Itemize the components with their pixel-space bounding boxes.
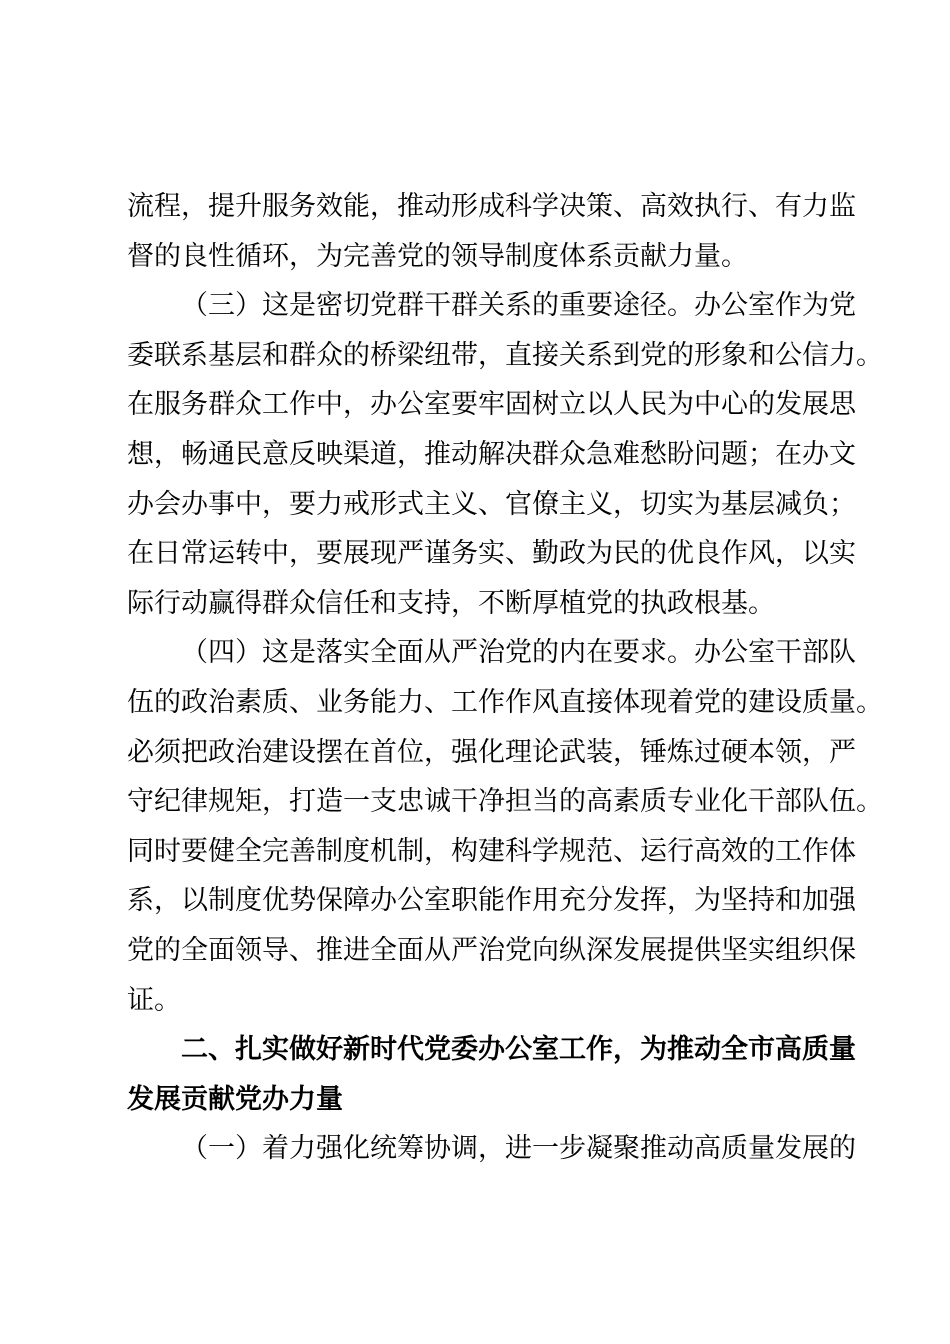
paragraph-section-4	[127, 628, 883, 1025]
text-line: 必须把政治建设摆在首位，强化理论武装，锤炼过硬本领，严	[127, 736, 856, 768]
text-line: 二、扎实做好新时代党委办公室工作，为推动全市高质量	[181, 1034, 856, 1066]
paragraph-subsection-1	[127, 1124, 856, 1174]
text-line: 在服务群众工作中，办公室要牢固树立以人民为中心的发展思	[127, 389, 856, 421]
text-line: 守纪律规矩，打造一支忠诚干净担当的高素质专业化干部队伍。	[127, 786, 883, 818]
text-line: 在日常运转中，要展现严谨务实、勤政为民的优良作风，以实	[127, 538, 856, 570]
text-line: （三）这是密切党群干群关系的重要途径。办公室作为党	[181, 290, 856, 322]
text-line: 办会办事中，要力戒形式主义、官僚主义，切实为基层减负；	[127, 488, 856, 520]
text-line: 伍的政治素质、业务能力、工作作风直接体现着党的建设质量。	[127, 686, 883, 718]
text-line: 党的全面领导、推进全面从严治党向纵深发展提供坚实组织保	[127, 934, 856, 966]
paragraph-continuation	[127, 182, 856, 281]
text-line: （一）着力强化统筹协调，进一步凝聚推动高质量发展的	[181, 1133, 856, 1165]
text-line: 系，以制度优势保障办公室职能作用充分发挥，为坚持和加强	[127, 885, 856, 917]
text-line: 委联系基层和群众的桥梁纽带，直接关系到党的形象和公信力。	[127, 339, 883, 371]
text-line: 想，畅通民意反映渠道，推动解决群众急难愁盼问题；在办文	[127, 438, 856, 470]
paragraph-section-3	[127, 281, 883, 628]
text-line: 际行动赢得群众信任和支持，不断厚植党的执政根基。	[127, 587, 775, 619]
text-line: （四）这是落实全面从严治党的内在要求。办公室干部队	[181, 637, 856, 669]
text-line: 证。	[127, 984, 181, 1016]
text-line: 流程，提升服务效能，推动形成科学决策、高效执行、有力监	[127, 191, 856, 222]
section-heading-2	[127, 1025, 856, 1124]
text-line: 发展贡献党办力量	[127, 1083, 343, 1115]
text-line: 督的良性循环，为完善党的领导制度体系贡献力量。	[127, 240, 748, 272]
document-body	[127, 182, 883, 1174]
text-line: 同时要健全完善制度机制，构建科学规范、运行高效的工作体	[127, 835, 856, 867]
